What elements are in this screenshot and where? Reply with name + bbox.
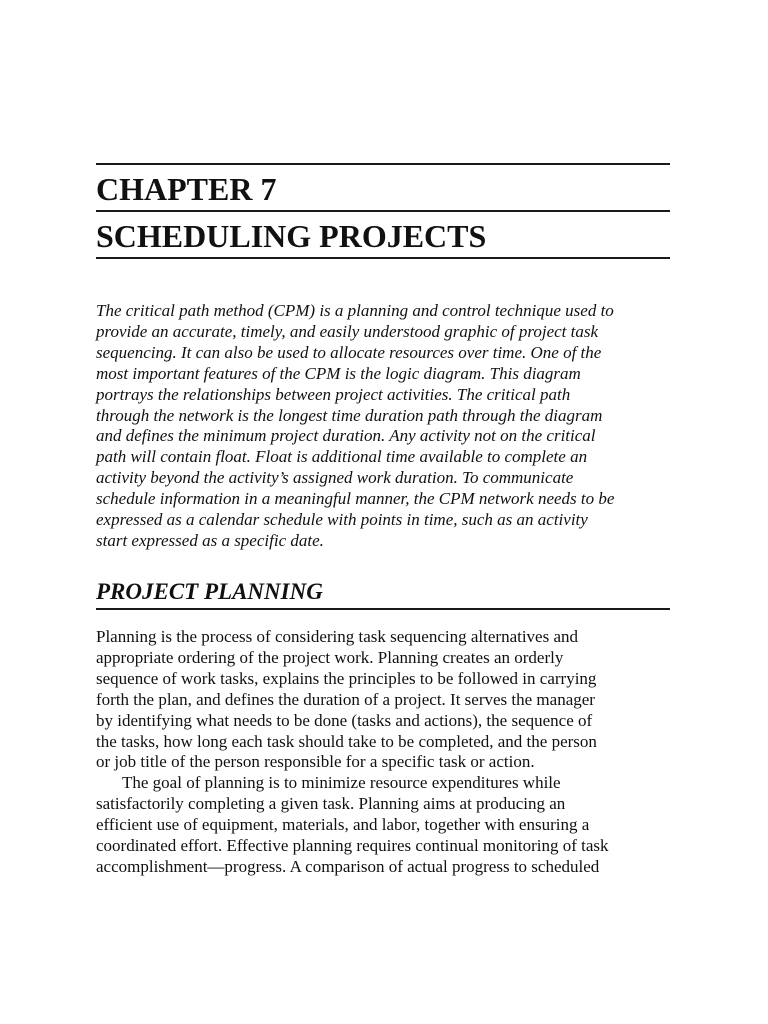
- intro-line: The critical path method (CPM) is a planning and control technique used to: [96, 301, 614, 320]
- body-line: The goal of planning is to minimize resource expenditures while: [122, 773, 561, 793]
- body-line: appropriate ordering of the project work. Planning creates an orderly: [96, 647, 564, 667]
- intro-line: portrays the relationships between project activities. The critical path: [96, 384, 571, 404]
- chapter-title: SCHEDULING PROJECTS: [96, 218, 487, 254]
- chapter-top-rule: [96, 163, 670, 165]
- intro-line: expressed as a calendar schedule with points in time, such as an activity: [96, 510, 588, 530]
- body-line: sequence of work tasks, explains the principles to be followed in carrying: [96, 668, 597, 688]
- intro-line: and defines the minimum project duration. Any activity not on the critical: [96, 426, 596, 446]
- body-line: by identifying what needs to be done (tasks and actions), the sequence of: [96, 710, 593, 730]
- intro-line: start expressed as a specific date.: [96, 530, 324, 550]
- intro-line: provide an accurate, timely, and easily understood graphic of project task: [96, 321, 599, 341]
- body-line: accomplishment—progress. A comparison of actual progress to scheduled: [96, 856, 600, 876]
- intro-line: sequencing. It can also be used to allocate resources over time. One of the: [96, 342, 602, 362]
- body-line: satisfactorily completing a given task. Planning aims at producing an: [96, 794, 566, 814]
- section-body: [96, 627, 670, 878]
- body-line: coordinated effort. Effective planning requires continual monitoring of task: [96, 836, 609, 856]
- chapter-middle-rule: [96, 210, 670, 212]
- document-page: [96, 0, 670, 1024]
- chapter-bottom-rule: [96, 257, 670, 259]
- body-line: or job title of the person responsible for a specific task or action.: [96, 752, 535, 772]
- chapter-label: CHAPTER 7: [96, 171, 277, 207]
- body-line: efficient use of equipment, materials, and labor, together with ensuring a: [96, 815, 590, 835]
- body-line: forth the plan, and defines the duration of a project. It serves the manager: [96, 689, 595, 709]
- body-line: Planning is the process of considering task sequencing alternatives and: [96, 627, 579, 646]
- section-heading: PROJECT PLANNING: [96, 579, 323, 604]
- intro-line: most important features of the CPM is the logic diagram. This diagram: [96, 363, 581, 383]
- chapter-intro: [96, 301, 670, 552]
- intro-line: through the network is the longest time duration path through the diagram: [96, 405, 603, 425]
- intro-line: path will contain float. Float is additional time available to complete an: [96, 447, 588, 467]
- body-line: the tasks, how long each task should take to be completed, and the person: [96, 731, 597, 751]
- intro-line: schedule information in a meaningful manner, the CPM network needs to be: [96, 489, 615, 509]
- section-heading-rule: [96, 608, 670, 610]
- intro-line: activity beyond the activity’s assigned work duration. To communicate: [96, 468, 574, 488]
